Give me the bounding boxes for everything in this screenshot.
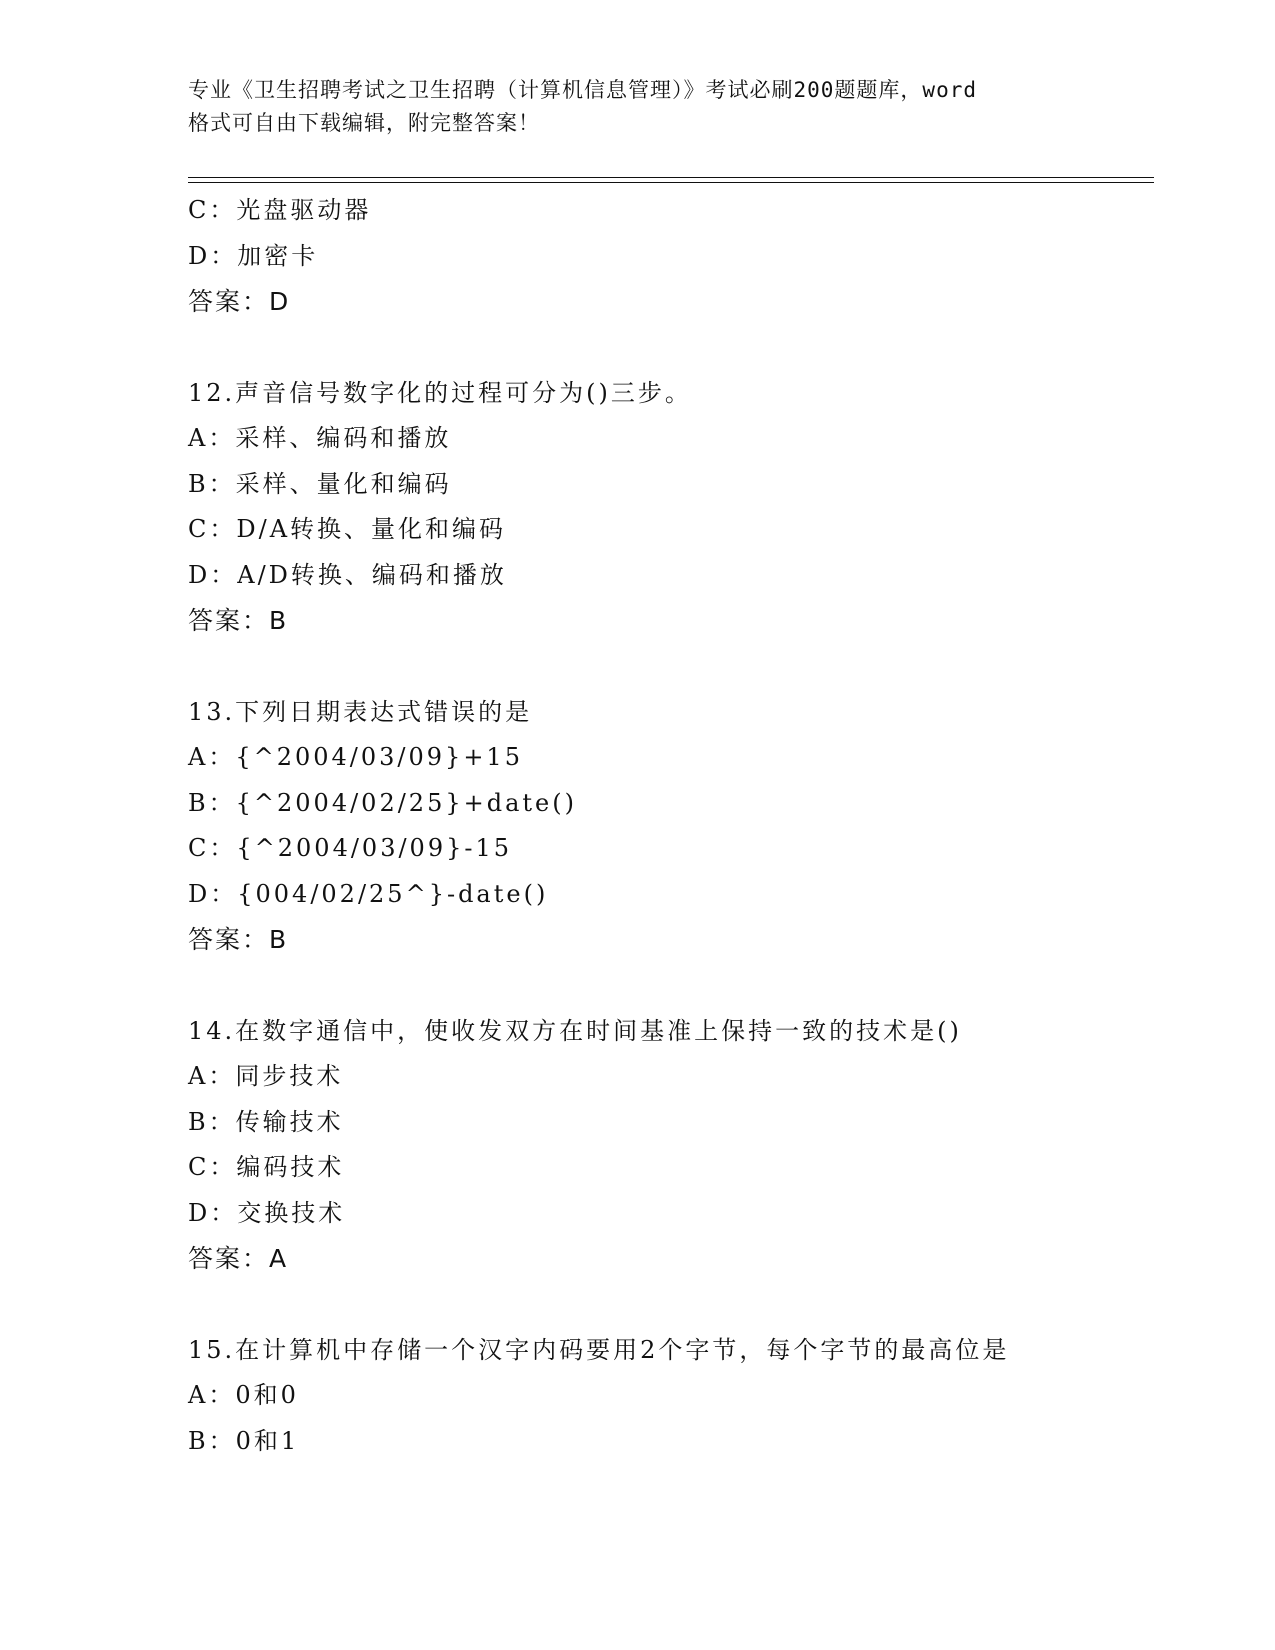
spacer: [188, 963, 1148, 1009]
option-line: [188, 1419, 1148, 1465]
option-label: D：: [188, 1198, 238, 1227]
option-line: [188, 1145, 1148, 1191]
header-title-line-1: 专业《卫生招聘考试之卫生招聘（计算机信息管理）》考试必刷200题题库，word: [188, 78, 977, 102]
question-block-12: [188, 371, 1148, 644]
option-line: [188, 826, 1148, 872]
option-text: 加密卡: [237, 241, 319, 270]
option-label: C：: [188, 515, 237, 543]
option-line: [188, 1054, 1148, 1100]
option-line: [188, 234, 1148, 280]
option-line: [188, 553, 1148, 599]
header-title-line-2: 格式可自由下载编辑，附完整答案！: [188, 111, 540, 135]
option-label: B：: [188, 1426, 236, 1455]
question-content: [188, 188, 1148, 1464]
option-label: C：: [188, 1153, 237, 1181]
option-label: A：: [188, 1381, 236, 1409]
option-line: [188, 1191, 1148, 1237]
spacer: [188, 325, 1148, 371]
spacer: [188, 1282, 1148, 1328]
option-text: 采样、编码和播放: [235, 424, 452, 452]
option-label: D：: [188, 241, 238, 270]
option-text: 0和0: [235, 1381, 299, 1409]
option-line: [188, 735, 1148, 781]
option-label: A：: [188, 743, 236, 771]
option-label: A：: [188, 424, 236, 452]
option-label: A：: [188, 1062, 236, 1090]
document-header: [188, 74, 1088, 140]
option-line: [188, 188, 1148, 234]
question-stem: 15.在计算机中存储一个汉字内码要用2个字节，每个字节的最高位是: [188, 1335, 1010, 1364]
option-text: 光盘驱动器: [236, 196, 372, 224]
option-line: [188, 1100, 1148, 1146]
option-label: B：: [188, 469, 236, 498]
spacer: [188, 644, 1148, 690]
question-stem: 13.下列日期表达式错误的是: [188, 697, 533, 726]
option-text: 0和1: [235, 1426, 300, 1455]
option-text: 同步技术: [235, 1062, 344, 1090]
question-block-partial: [188, 188, 1148, 325]
option-line: [188, 1373, 1148, 1419]
question-block-15: [188, 1328, 1148, 1465]
option-text: {^2004/03/09}+15: [235, 743, 523, 771]
question-block-13: [188, 690, 1148, 963]
option-text: D/A转换、量化和编码: [236, 515, 507, 543]
option-label: B：: [188, 1107, 236, 1136]
answer-line: 答案：B: [188, 925, 289, 954]
option-text: A/D转换、编码和播放: [237, 560, 507, 589]
option-text: {004/02/25^}-date(): [237, 879, 549, 908]
option-label: D：: [188, 560, 238, 589]
option-label: D：: [188, 879, 238, 908]
option-label: B：: [188, 788, 236, 817]
option-line: [188, 872, 1148, 918]
answer-line: 答案：D: [188, 287, 291, 316]
option-label: C：: [188, 834, 237, 862]
option-line: [188, 507, 1148, 553]
answer-line: 答案：B: [188, 606, 289, 635]
option-text: 编码技术: [236, 1153, 345, 1181]
option-line: [188, 416, 1148, 462]
question-stem: 14.在数字通信中，使收发双方在时间基准上保持一致的技术是(): [188, 1016, 962, 1045]
question-stem: 12.声音信号数字化的过程可分为()三步。: [188, 378, 692, 407]
option-text: 交换技术: [237, 1198, 346, 1227]
question-block-14: [188, 1009, 1148, 1282]
option-text: 传输技术: [235, 1107, 344, 1136]
header-divider-bottom: [188, 182, 1154, 183]
option-line: [188, 781, 1148, 827]
option-line: [188, 462, 1148, 508]
header-divider-top: [188, 177, 1154, 178]
option-text: 采样、量化和编码: [235, 469, 452, 498]
option-label: C：: [188, 196, 237, 224]
option-text: {^2004/03/09}-15: [236, 834, 512, 862]
option-text: {^2004/02/25}+date(): [235, 788, 577, 817]
answer-line: 答案：A: [188, 1244, 289, 1273]
